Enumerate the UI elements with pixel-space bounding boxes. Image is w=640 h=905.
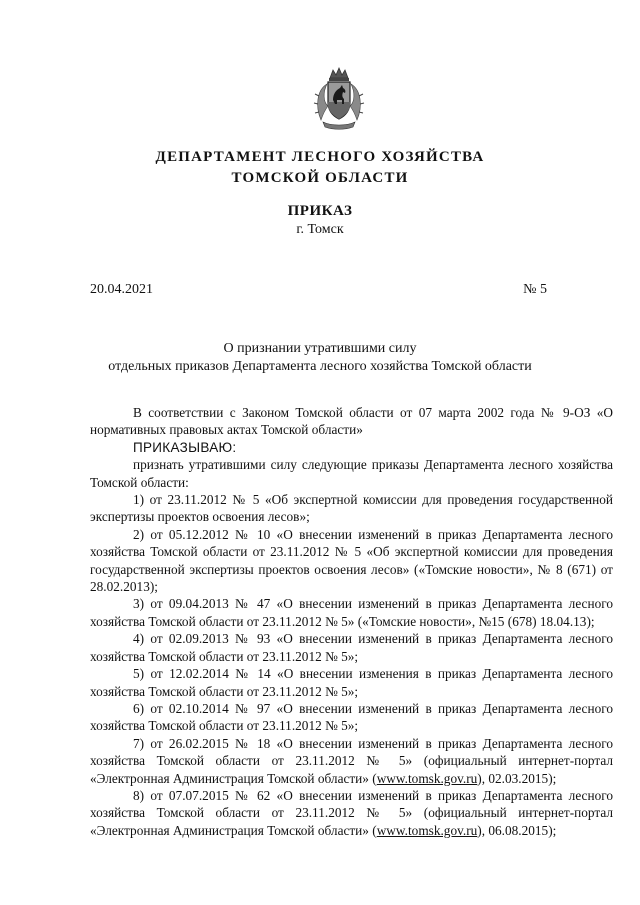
department-line-1: ДЕПАРТАМЕНТ ЛЕСНОГО ХОЗЯЙСТВА	[155, 149, 485, 165]
subject-line-1: О признании утратившими силу	[223, 341, 417, 356]
department-name	[0, 147, 640, 189]
list-item: 6) от 02.10.2014 № 97 «О внесении изменений в приказ Департамента лесного хозяйства Томской области от 23.11.2012 № 5»;	[90, 700, 613, 734]
list-item: 2) от 05.12.2012 № 10 «О внесении изменений в приказ Департамента лесного хозяйства Томской области от 23.11.2012 № 5 «Об экспертной комиссии для проведения государственной экспертизы проектов освоения лесов» («Томские новости», № 8 (671) от 28.02.2013);	[90, 526, 613, 595]
list-item: 4) от 02.09.2013 № 93 «О внесении изменений в приказ Департамента лесного хозяйства Томской области от 23.11.2012 № 5»;	[90, 631, 613, 664]
lead-paragraph: признать утратившими силу следующие приказы Департамента лесного хозяйства Томской области:	[90, 457, 613, 490]
department-line-2: ТОМСКОЙ ОБЛАСТИ	[231, 170, 409, 186]
order-date: 20.04.2021	[90, 282, 153, 297]
order-number: № 5	[523, 282, 547, 297]
order-subject	[0, 340, 640, 376]
intro-paragraph: В соответствии с Законом Томской области от 07 марта 2002 года № 9-ОЗ «О нормативных правовых актах Томской области»	[90, 405, 613, 438]
order-body	[90, 404, 613, 839]
decree-word: ПРИКАЗЫВАЮ:	[133, 439, 237, 455]
portal-link[interactable]: www.tomsk.gov.ru	[376, 770, 478, 786]
item-7-text: 7) от 26.02.2015 № 18 «О внесении изменений в приказ Департамента лесного хозяйства Томской области от 23.11.2012 № 5» (официальный интернет-портал «Электронная Администрация Томской области» (	[90, 735, 613, 786]
document-type: ПРИКАЗ	[287, 203, 353, 219]
list-item: 1) от 23.11.2012 № 5 «Об экспертной комиссии для проведения государственной экспертизы проектов освоения лесов»;	[90, 492, 613, 525]
coat-of-arms-icon	[313, 66, 365, 132]
subject-line-2: отдельных приказов Департамента лесного хозяйства Томской области	[108, 359, 532, 374]
list-item: 3) от 09.04.2013 № 47 «О внесении изменений в приказ Департамента лесного хозяйства Томской области от 23.11.2012 № 5» («Томские новости», №15 (678) 18.04.13);	[90, 596, 613, 629]
list-item	[90, 787, 613, 839]
item-8-tail: ), 06.08.2015);	[477, 822, 557, 838]
list-item: 5) от 12.02.2014 № 14 «О внесении изменения в приказ Департамента лесного хозяйства Томской области от 23.11.2012 № 5»;	[90, 666, 613, 699]
portal-link[interactable]: www.tomsk.gov.ru	[376, 822, 478, 838]
item-7-tail: ), 02.03.2015);	[477, 770, 557, 786]
list-item	[90, 735, 613, 787]
city: г. Томск	[296, 222, 344, 237]
item-8-text: 8) от 07.07.2015 № 62 «О внесении изменений в приказ Департамента лесного хозяйства Томской области от 23.11.2012 № 5» (официальный интернет-портал «Электронная Администрация Томской области» (	[90, 787, 613, 838]
